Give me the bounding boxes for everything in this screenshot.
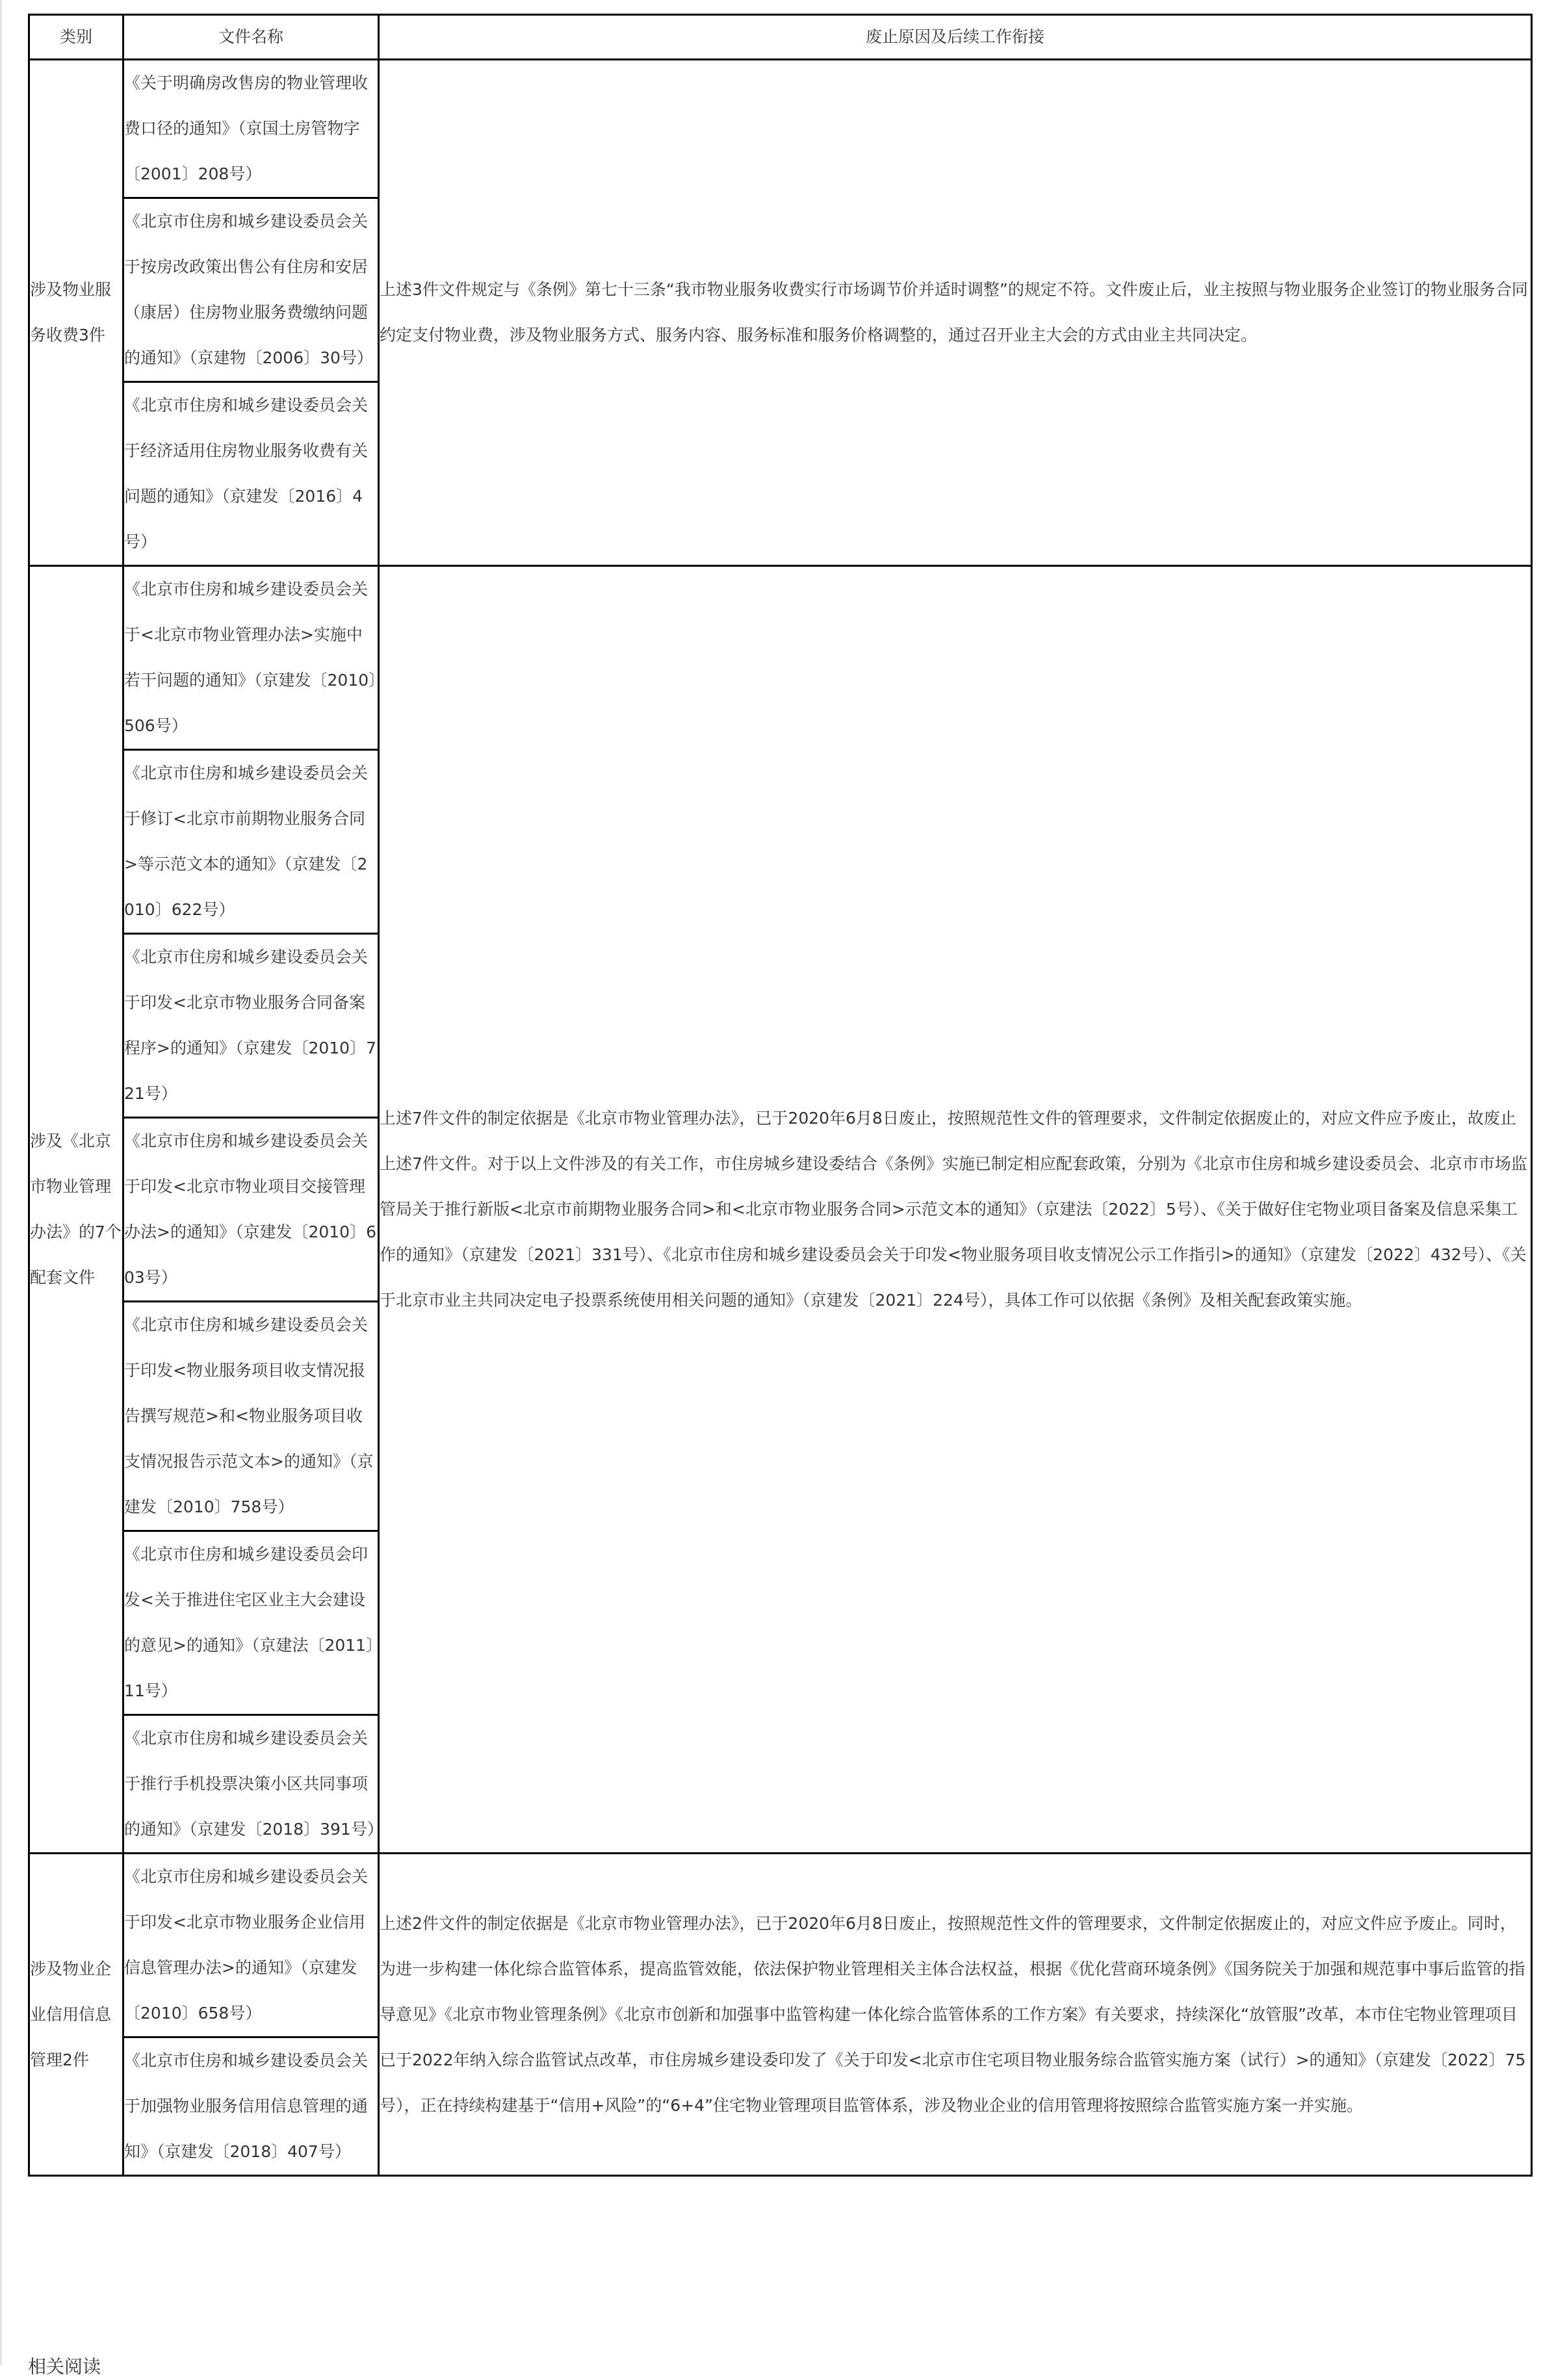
table-row <box>29 566 1532 750</box>
file-name-cell: 《关于明确房改售房的物业管理收费口径的通知》（京国土房管物字〔2001〕208号） <box>123 60 379 198</box>
file-name-cell: 《北京市住房和城乡建设委员会关于按房改政策出售公有住房和安居（康居）住房物业服务费缴纳问题的通知》（京建物〔2006〕30号） <box>123 198 379 382</box>
table-header-row <box>29 15 1532 60</box>
file-name-cell: 《北京市住房和城乡建设委员会关于经济适用住房物业服务收费有关问题的通知》（京建发〔2016〕4号） <box>123 382 379 566</box>
file-name-cell: 《北京市住房和城乡建设委员会关于印发<北京市物业项目交接管理办法>的通知》（京建发〔2010〕603号） <box>123 1118 379 1302</box>
file-name-cell: 《北京市住房和城乡建设委员会关于修订<北京市前期物业服务合同>等示范文本的通知》（京建发〔2010〕622号） <box>123 750 379 934</box>
header-reason: 废止原因及后续工作衔接 <box>379 15 1532 60</box>
file-name-cell: 《北京市住房和城乡建设委员会关于推行手机投票决策小区共同事项的通知》（京建发〔2018〕391号） <box>123 1715 379 1854</box>
category-cell: 涉及《北京市物业管理办法》的7个配套文件 <box>29 566 123 1854</box>
file-name-cell: 《北京市住房和城乡建设委员会关于加强物业服务信用信息管理的通知》（京建发〔2018〕407号） <box>123 2037 379 2176</box>
table-row <box>29 60 1532 198</box>
abolished-documents-table <box>28 14 1533 2177</box>
file-name-cell: 《北京市住房和城乡建设委员会关于印发<物业服务项目收支情况报告撰写规范>和<物业服务项目收支情况报告示范文本>的通知》（京建发〔2010〕758号） <box>123 1302 379 1531</box>
file-name-cell: 《北京市住房和城乡建设委员会印发<关于推进住宅区业主大会建设的意见>的通知》（京建法〔2011〕11号） <box>123 1531 379 1715</box>
file-name-cell: 《北京市住房和城乡建设委员会关于印发<北京市物业服务企业信用信息管理办法>的通知》（京建发〔2010〕658号） <box>123 1854 379 2037</box>
reason-cell: 上述2件文件的制定依据是《北京市物业管理办法》，已于2020年6月8日废止，按照规范性文件的管理要求，文件制定依据废止的，对应文件应予废止。同时，为进一步构建一体化综合监管体系，提高监管效能，依法保护物业管理相关主体合法权益，根据《优化营商环境条例》《国务院关于加强和规范事中事后监管的指导意见》《北京市物业管理条例》《北京市创新和加强事中监管构建一体化综合监管体系的工作方案》有关要求，持续深化“放管服”改革，本市住宅物业管理项目已于2022年纳入综合监管试点改革，市住房城乡建设委印发了《关于印发<北京市住宅项目物业服务综合监管实施方案（试行）>的通知》（京建发〔2022〕75号），正在持续构建基于“信用+风险”的“6+4”住宅物业管理项目监管体系，涉及物业企业的信用管理将按照综合监管实施方案一并实施。 <box>379 1854 1532 2176</box>
header-file-name: 文件名称 <box>123 15 379 60</box>
table-row <box>29 1854 1532 2037</box>
category-cell: 涉及物业企业信用信息管理2件 <box>29 1854 123 2176</box>
category-cell: 涉及物业服务收费3件 <box>29 60 123 566</box>
page-edge-strip <box>0 0 2 2365</box>
reason-cell: 上述7件文件的制定依据是《北京市物业管理办法》，已于2020年6月8日废止，按照规范性文件的管理要求，文件制定依据废止的，对应文件应予废止，故废止上述7件文件。对于以上文件涉及的有关工作，市住房城乡建设委结合《条例》实施已制定相应配套政策，分别为《北京市住房和城乡建设委员会、北京市市场监管局关于推行新版<北京市前期物业服务合同>和<北京市物业服务合同>示范文本的通知》（京建法〔2022〕5号）、《关于做好住宅物业项目备案及信息采集工作的通知》（京建发〔2021〕331号）、《北京市住房和城乡建设委员会关于印发<物业服务项目收支情况公示工作指引>的通知》（京建发〔2022〕432号）、《关于北京市业主共同决定电子投票系统使用相关问题的通知》（京建发〔2021〕224号），具体工作可以依据《条例》及相关配套政策实施。 <box>379 566 1532 1854</box>
related-reading-heading: 相关阅读 <box>28 2356 101 2377</box>
file-name-cell: 《北京市住房和城乡建设委员会关于印发<北京市物业服务合同备案程序>的通知》（京建发〔2010〕721号） <box>123 934 379 1118</box>
file-name-cell: 《北京市住房和城乡建设委员会关于<北京市物业管理办法>实施中若干问题的通知》（京建发〔2010〕506号） <box>123 566 379 750</box>
header-category: 类别 <box>29 15 123 60</box>
reason-cell: 上述3件文件规定与《条例》第七十三条“我市物业服务收费实行市场调节价并适时调整”的规定不符。文件废止后，业主按照与物业服务企业签订的物业服务合同约定支付物业费，涉及物业服务方式、服务内容、服务标准和服务价格调整的，通过召开业主大会的方式由业主共同决定。 <box>379 60 1532 566</box>
